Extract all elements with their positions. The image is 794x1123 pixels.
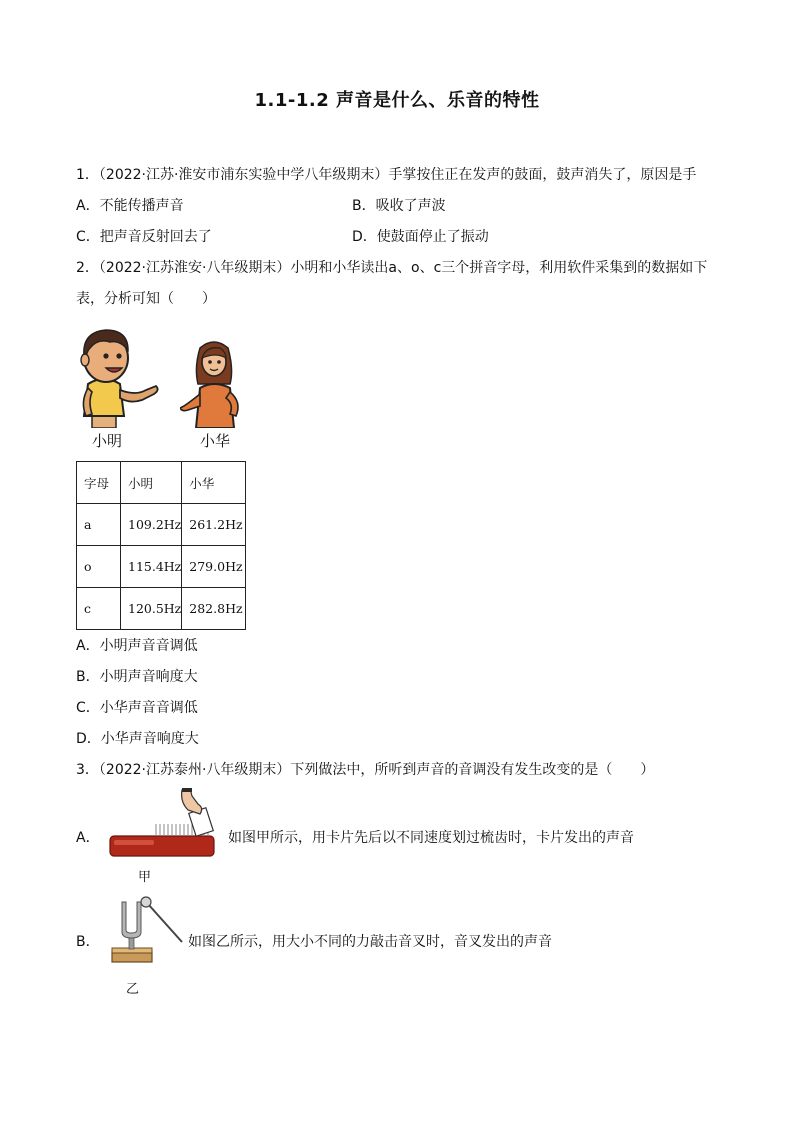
- table-header-xiaoming: 小明: [121, 462, 182, 504]
- table-row: [77, 588, 246, 630]
- table-cell: 120.5Hz: [121, 588, 182, 630]
- q1-option-d: D．使鼓面停止了振动: [352, 229, 489, 245]
- page-title: 1.1-1.2 声音是什么、乐音的特性: [254, 90, 540, 111]
- figure-caption-yi: 乙: [126, 982, 140, 997]
- table-cell: 261.2Hz: [182, 504, 246, 546]
- q1-option-b: B．吸收了声波: [352, 198, 446, 214]
- q3-option-b-label: B．: [76, 934, 100, 950]
- q3-option-a-text: 如图甲所示，用卡片先后以不同速度划过梳齿时，卡片发出的声音: [228, 830, 634, 846]
- q3-option-a-label: A．: [76, 830, 100, 846]
- caption-xiaoming: 小明: [92, 432, 123, 450]
- table-cell: 282.8Hz: [182, 588, 246, 630]
- q1-option-a: A．不能传播声音: [76, 198, 184, 214]
- question-2-stem-line1: 2．（2022·江苏淮安·八年级期末）小明和小华读出a、o、c三个拼音字母，利用软件采集到的数据如下: [76, 260, 708, 276]
- q3-option-b-text: 如图乙所示，用大小不同的力敲击音叉时，音叉发出的声音: [188, 934, 552, 950]
- table-cell: 115.4Hz: [121, 546, 182, 588]
- question-2-stem-line2: 表，分析可知（ ）: [76, 291, 216, 307]
- table-cell: 109.2Hz: [121, 504, 182, 546]
- q2-option-b: B．小明声音响度大: [76, 669, 198, 685]
- caption-xiaohua: 小华: [200, 432, 231, 450]
- boy-illustration: [76, 326, 162, 428]
- table-row: [77, 546, 246, 588]
- question-3-stem: 3．（2022·江苏泰州·八年级期末）下列做法中，所听到声音的音调没有发生改变的是（ ）: [76, 762, 655, 778]
- table-cell: 279.0Hz: [182, 546, 246, 588]
- tuning-fork-figure: [108, 896, 188, 968]
- table-header-letter: 字母: [77, 462, 121, 504]
- q1-option-c: C．把声音反射回去了: [76, 229, 212, 245]
- table-header-xiaohua: 小华: [182, 462, 246, 504]
- q2-option-a: A．小明声音音调低: [76, 638, 198, 654]
- table-header-row: [77, 462, 246, 504]
- table-row: [77, 504, 246, 546]
- comb-card-figure: [108, 788, 218, 860]
- table-cell: a: [77, 504, 121, 546]
- girl-illustration: [180, 336, 250, 428]
- question-1-stem: 1．（2022·江苏·淮安市浦东实验中学八年级期末）手掌按住正在发声的鼓面，鼓声消失了，原因是手: [76, 167, 697, 183]
- figure-caption-jia: 甲: [138, 870, 152, 885]
- table-cell: c: [77, 588, 121, 630]
- q2-option-c: C．小华声音音调低: [76, 700, 198, 716]
- q2-option-d: D．小华声音响度大: [76, 731, 199, 747]
- frequency-table: [76, 461, 246, 630]
- table-cell: o: [77, 546, 121, 588]
